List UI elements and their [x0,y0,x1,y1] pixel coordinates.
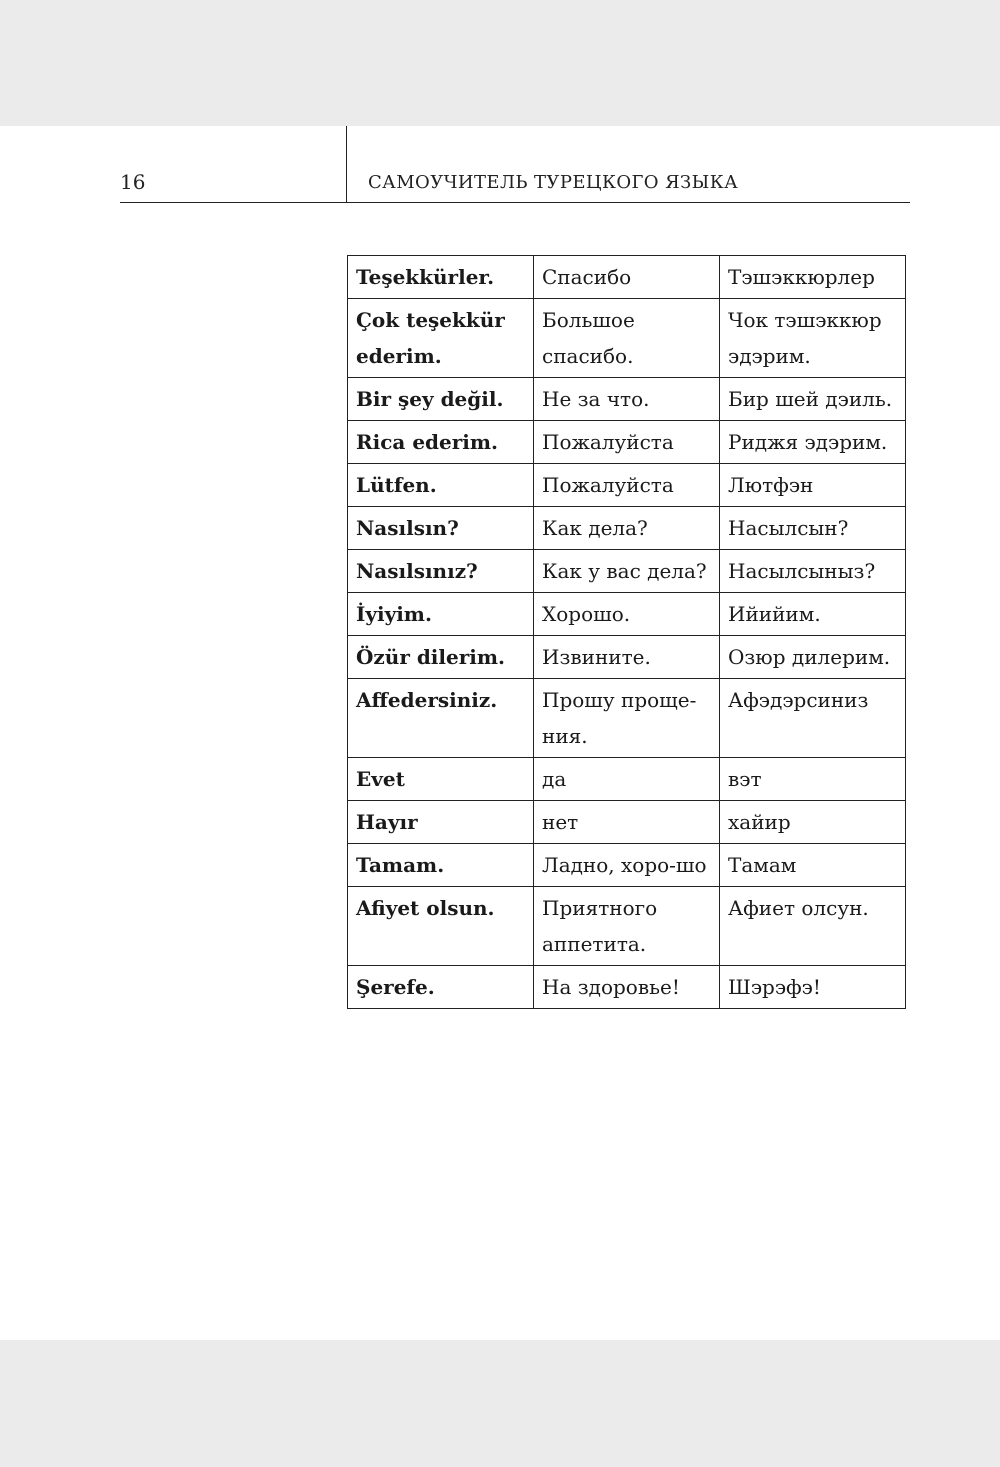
table-row [348,593,906,636]
table-row [348,256,906,299]
turkish-phrase: Afiyet olsun. [348,887,534,966]
russian-translation: На здоровье! [534,966,720,1009]
table-row [348,801,906,844]
turkish-phrase: Çok teşekkür ederim. [348,299,534,378]
russian-translation: Пожалуйста [534,421,720,464]
table-row [348,550,906,593]
pronunciation: Чок тэшэккюр эдэрим. [720,299,906,378]
pronunciation: Ийийим. [720,593,906,636]
table-row [348,299,906,378]
pronunciation: хайир [720,801,906,844]
turkish-phrase: Hayır [348,801,534,844]
pronunciation: Тамам [720,844,906,887]
turkish-phrase: Tamam. [348,844,534,887]
pronunciation: Тэшэккюрлер [720,256,906,299]
pronunciation: Бир шей дэиль. [720,378,906,421]
russian-translation: Хорошо. [534,593,720,636]
table-row [348,679,906,758]
pronunciation: Риджя эдэрим. [720,421,906,464]
turkish-phrase: Evet [348,758,534,801]
russian-translation: да [534,758,720,801]
russian-translation: Ладно, хоро-шо [534,844,720,887]
turkish-phrase: İyiyim. [348,593,534,636]
running-title: САМОУЧИТЕЛЬ ТУРЕЦКОГО ЯЗЫКА [368,172,739,193]
pronunciation: Шэрэфэ! [720,966,906,1009]
pronunciation: Афиет олсун. [720,887,906,966]
turkish-phrase: Teşekkürler. [348,256,534,299]
table-row [348,507,906,550]
pronunciation: Озюр дилерим. [720,636,906,679]
table-row [348,421,906,464]
turkish-phrase: Nasılsınız? [348,550,534,593]
turkish-phrase: Özür dilerim. [348,636,534,679]
pronunciation: Насылсыныз? [720,550,906,593]
russian-translation: Спасибо [534,256,720,299]
table-row [348,966,906,1009]
russian-translation: Как дела? [534,507,720,550]
turkish-phrase: Nasılsın? [348,507,534,550]
table-row [348,464,906,507]
header-divider [346,126,347,203]
russian-translation: Прошу проще-ния. [534,679,720,758]
pronunciation: Насылсын? [720,507,906,550]
russian-translation: Большое спасибо. [534,299,720,378]
russian-translation: Не за что. [534,378,720,421]
table-row [348,844,906,887]
russian-translation: Приятного аппетита. [534,887,720,966]
russian-translation: Извините. [534,636,720,679]
pronunciation: Афэдэрсиниз [720,679,906,758]
phrase-table [347,255,906,1009]
turkish-phrase: Rica ederim. [348,421,534,464]
turkish-phrase: Bir şey değil. [348,378,534,421]
page-number: 16 [120,170,146,194]
book-page [0,126,1000,1340]
russian-translation: нет [534,801,720,844]
turkish-phrase: Lütfen. [348,464,534,507]
pronunciation: Лютфэн [720,464,906,507]
turkish-phrase: Şerefe. [348,966,534,1009]
table-row [348,887,906,966]
header-rule [120,202,910,203]
russian-translation: Как у вас дела? [534,550,720,593]
table-row [348,378,906,421]
pronunciation: вэт [720,758,906,801]
russian-translation: Пожалуйста [534,464,720,507]
table-row [348,758,906,801]
table-row [348,636,906,679]
turkish-phrase: Affedersiniz. [348,679,534,758]
